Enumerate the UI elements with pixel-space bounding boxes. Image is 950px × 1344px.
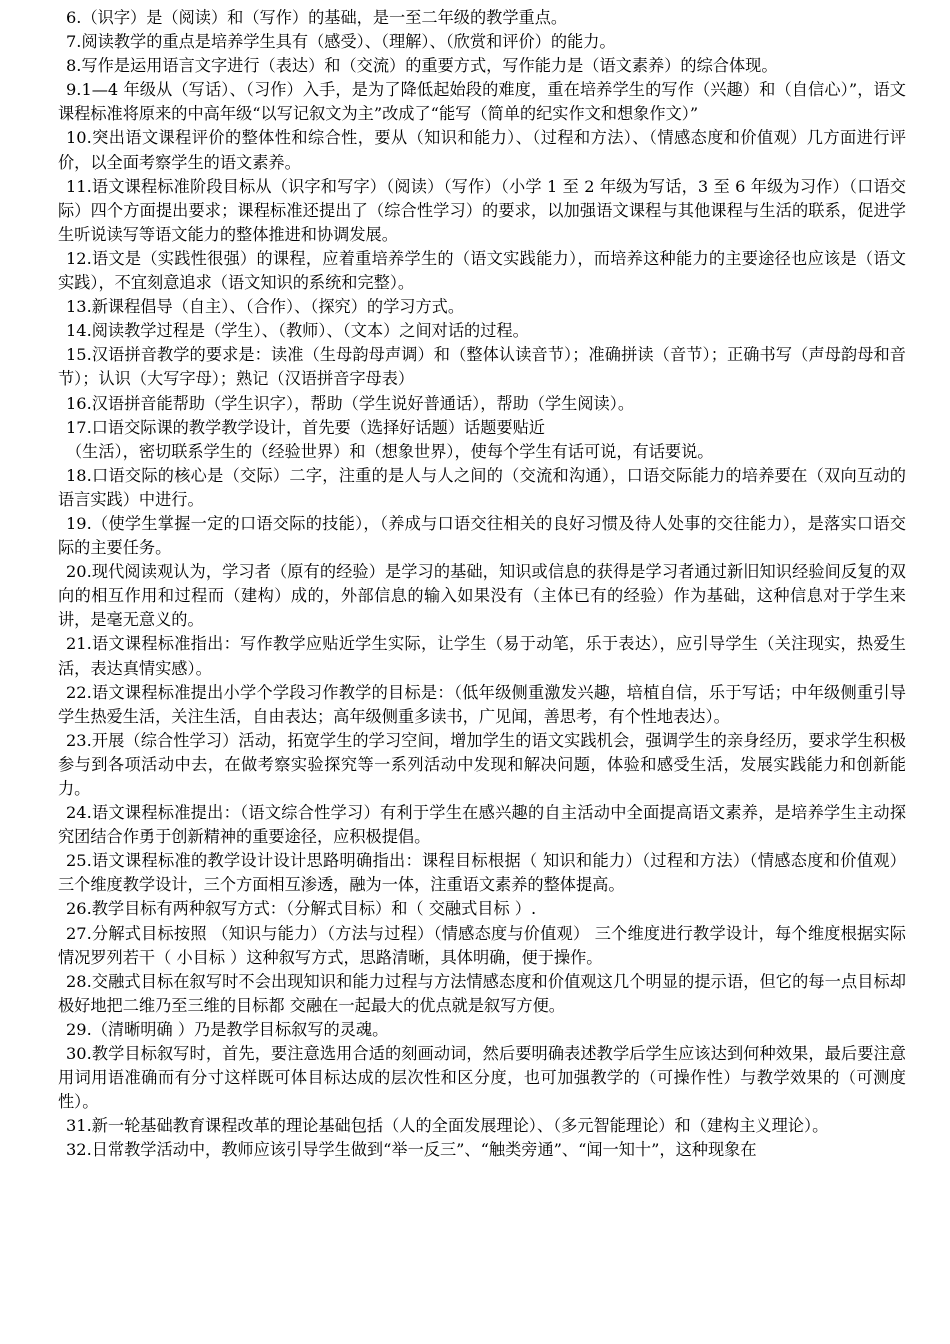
paragraph-8: 8.写作是运用语言文字进行（表达）和（交流）的重要方式，写作能力是（语文素养）的综合体现。 bbox=[66, 56, 778, 76]
paragraph-31: 31.新一轮基础教育课程改革的理论基础包括（人的全面发展理论）、（多元智能理论）和（建构主义理论）。 bbox=[66, 1116, 829, 1136]
paragraph-23: 23.开展（综合性学习）活动，拓宽学生的学习空间，增加学生的语文实践机会，强调学生的亲身经历，要求学生积极参与到各项活动中去，在做考察实验探究等一系列活动中发现和解决问题，体验和感受生活，发展实践能力和创新能力。 bbox=[58, 730, 906, 798]
paragraph-26: 26.教学目标有两种叙写方式：（分解式目标）和（ 交融式目标 ）. bbox=[66, 899, 537, 919]
paragraph-25: 25.语文课程标准的教学设计设计思路明确指出：课程目标根据（ 知识和能力）（过程和方法）（情感态度和价值观）三个维度教学设计，三个方面相互渗透，融为一体，注重语文素养的整体提高。 bbox=[58, 851, 906, 895]
paragraph-14: 14.阅读教学过程是（学生）、（教师）、（文本）之间对话的过程。 bbox=[66, 321, 529, 341]
paragraph-22: 22.语文课程标准提出小学个学段习作教学的目标是：（低年级侧重激发兴趣，培植自信，乐于写话；中年级侧重引导学生热爱生活，关注生活，自由表达；高年级侧重多读书，广见闻，善思考，有个性地表达）。 bbox=[58, 682, 906, 726]
paragraph-7: 7.阅读教学的重点是培养学生具有（感受）、（理解）、（欣赏和评价）的能力。 bbox=[66, 32, 616, 52]
paragraph-27: 27.分解式目标按照 （知识与能力）（方法与过程）（情感态度与价值观） 三个维度进行教学设计，每个维度根据实际情况罗列若干（ 小目标 ）这种叙写方式，思路清晰，具体明确，便于操作。 bbox=[58, 923, 906, 967]
paragraph-16: 16.汉语拼音能帮助（学生识字），帮助（学生说好普通话），帮助（学生阅读）。 bbox=[66, 393, 635, 413]
paragraph-10: 10.突出语文课程评价的整体性和综合性，要从（知识和能力）、（过程和方法）、（情感态度和价值观）几方面进行评价，以全面考察学生的语文素养。 bbox=[58, 128, 906, 172]
paragraph-20: 20.现代阅读观认为，学习者（原有的经验）是学习的基础，知识或信息的获得是学习者通过新旧知识经验间反复的双向的相互作用和过程而（建构）成的，外部信息的输入如果没有（主体已有的经验）作为基础，这种信息对于学生来讲，是毫无意义的。 bbox=[58, 562, 906, 630]
paragraph-30: 30.教学目标叙写时，首先，要注意选用合适的刻画动词，然后要明确表述教学后学生应该达到何种效果，最后要注意用词用语准确而有分寸这样既可体目标达成的层次性和区分度，也可加强教学的（可操作性）与教学效果的（可测度性）。 bbox=[58, 1044, 906, 1112]
paragraph-19: 19.（使学生掌握一定的口语交际的技能），（养成与口语交往相关的良好习惯及待人处事的交往能力），是落实口语交际的主要任务。 bbox=[58, 513, 906, 558]
paragraph-15: 15.汉语拼音教学的要求是：读准（生母韵母声调）和（整体认读音节）；准确拼读（音节）；正确书写（声母韵母和音节）；认识（大写字母）；熟记（汉语拼音字母表） bbox=[58, 345, 906, 389]
paragraph-11: 11.语文课程标准阶段目标从（识字和写字）（阅读）（写作）（小学 1 至 2 年级为写话，3 至 6 年级为习作）（口语交际）四个方面提出要求；课程标准还提出了（综合性学习）的要求，以加强语文课程与其他课程与生活的联系，促进学生听说读写等语文能力的整体推进和协调发展。 bbox=[58, 176, 906, 244]
paragraph-28: 28.交融式目标在叙写时不会出现知识和能力过程与方法情感态度和价值观这几个明显的提示语，但它的每一点目标却极好地把二维乃至三维的目标都 交融在一起最大的优点就是叙写方便。 bbox=[58, 971, 906, 1015]
paragraph-17-continued: （生活），密切联系学生的（经验世界）和（想象世界），使每个学生有话可说，有话要说。 bbox=[66, 441, 714, 461]
paragraph-17: 17.口语交际课的教学教学设计，首先要（选择好话题）话题要贴近 bbox=[66, 417, 545, 437]
paragraph-21: 21.语文课程标准指出：写作教学应贴近学生实际，让学生（易于动笔，乐于表达），应引导学生（关注现实，热爱生活，表达真情实感）。 bbox=[58, 634, 906, 678]
paragraph-29: 29.（清晰明确 ）乃是教学目标叙写的灵魂。 bbox=[66, 1019, 389, 1039]
paragraph-24: 24.语文课程标准提出：（语文综合性学习）有利于学生在感兴趣的自主活动中全面提高语文素养，是培养学生主动探究团结合作勇于创新精神的重要途径，应积极提倡。 bbox=[58, 803, 906, 847]
paragraph-12: 12.语文是（实践性很强）的课程，应着重培养学生的（语文实践能力），而培养这种能力的主要途径也应该是（语文实践），不宜刻意追求（语文知识的系统和完整）。 bbox=[58, 248, 906, 293]
paragraph-18: 18.口语交际的核心是（交际）二字，注重的是人与人之间的（交流和沟通），口语交际能力的培养要在（双向互动的语言实践）中进行。 bbox=[58, 465, 906, 509]
paragraph-6: 6.（识字）是（阅读）和（写作）的基础，是一至二年级的教学重点。 bbox=[66, 8, 568, 27]
paragraph-32: 32.日常教学活动中，教师应该引导学生做到“举一反三”、“触类旁通”、“闻一知十”，这种现象在 bbox=[66, 1140, 757, 1160]
paragraph-13: 13.新课程倡导（自主）、（合作）、（探究）的学习方式。 bbox=[66, 297, 465, 317]
paragraph-9: 9.1—4 年级从（写话）、（习作）入手，是为了降低起始段的难度，重在培养学生的写作（兴趣）和（自信心）”，语文课程标准将原来的中高年级“以写记叙文为主”改成了“能写（简单的纪实作文和想象作文）” bbox=[58, 80, 906, 124]
